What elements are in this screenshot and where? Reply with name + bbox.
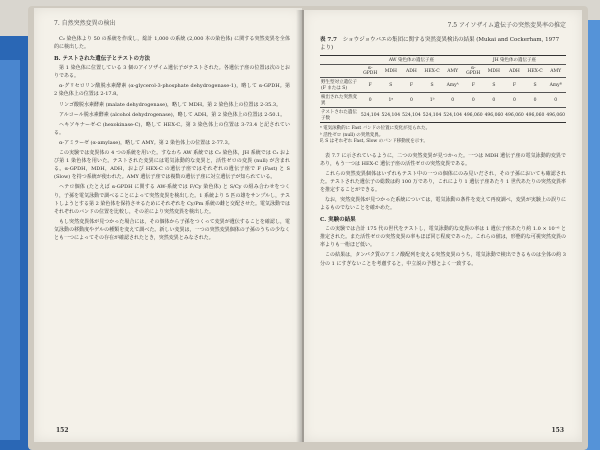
left-page-content xyxy=(54,18,290,428)
table-column-header: MDH xyxy=(381,65,402,78)
left-paragraph: ヘキソキナーゼ-C (hexokinase-C)，略して HEX-C。第 3 染色体上の位置は 3-73.4 と記されている。 xyxy=(54,121,290,136)
table-cell: 524,104 xyxy=(381,108,402,123)
table-note: ᵇ 活性ゼロ (null) の突然変異。 xyxy=(320,132,384,138)
left-page xyxy=(34,8,302,442)
table-column-header: AMY xyxy=(545,65,566,78)
table-column-header: ADH xyxy=(401,65,422,78)
left-paragraph: 第 1 染色体に位置している 3 個のアイソザイム遺伝子がテストされた。各遺伝子座の位置は次のとおりである。 xyxy=(54,65,290,80)
table-cell: S xyxy=(484,78,505,93)
table-column-header: AMY xyxy=(442,65,463,78)
table-group-header: JH 染色体の遺伝子座 xyxy=(463,56,566,65)
right-section-heading: C. 実験の結果 xyxy=(320,217,356,224)
table-cell: 524,104 xyxy=(401,108,422,123)
right-running-head: 7.5 アイソザイム遺伝子の突然変異率の推定 xyxy=(447,22,566,29)
right-page xyxy=(304,10,582,442)
table-title: ショウジョウバエの集団に関する突然変異検出の結果 (Mukai and Cockerham, 1977 より) xyxy=(320,37,560,51)
table-cell: 0 xyxy=(504,93,525,108)
table-cell: F xyxy=(463,78,484,93)
table-column-header: HEX-C xyxy=(525,65,546,78)
background-right-band xyxy=(586,20,600,450)
table-note: F, S はそれぞれ Fast, Slow のバンド移動度を示す。 xyxy=(320,139,428,144)
background-left-band xyxy=(0,60,20,440)
table-row xyxy=(320,93,566,108)
left-paragraph: アルコール脱水素酵素 (alcohol dehydrogenase)，略して ADH。第 2 染色体上の位置は 2-50.1。 xyxy=(59,111,286,118)
table-row-label: 検出された突然変異 xyxy=(320,93,360,108)
left-paragraph: この実験では変異体の 4 つの系統を用いた。すなわち AW 系統では C₂ 染色体，JH 系統では C₂ および第 1 染色体を用いた。テストされた変異には電気泳動的な変異と，活性ゼロの変異 (null) が含まれる。α-GPDH，MDH，ADH，および HEX-C の遺伝子座ではそれぞれの遺伝子座で F (Fast) と S (Slow) を持つ系統が使われた。AMY 遺伝子座では複数の遺伝子座に対立遺伝子が知られている。 xyxy=(54,150,290,181)
table-row xyxy=(320,78,566,93)
table-note: ᵃ 電気泳動的に Fast バンドの位置に変化が見られた。 xyxy=(320,126,431,131)
table-cell: S xyxy=(422,78,443,93)
table-row xyxy=(320,108,566,123)
table-cell: S xyxy=(525,78,546,93)
right-paragraph: なお，突然変異体が見つかった系統については，電気泳動の条件を変えて再度調べ，変異が実験上の誤りによるものでないことを確かめた。 xyxy=(320,196,566,212)
table-cell: F xyxy=(401,78,422,93)
table-cell: 0 xyxy=(545,93,566,108)
table-column-header: MDH xyxy=(484,65,505,78)
table-cell: 524,104 xyxy=(360,108,381,123)
table-cell: 524,104 xyxy=(422,108,443,123)
right-page-number: 153 xyxy=(551,427,564,434)
table-cell: 496,060 xyxy=(484,108,505,123)
table-cell: 1ᵇ xyxy=(422,93,443,108)
table-corner-cell xyxy=(320,65,360,78)
left-paragraph: C₂ 染色体より 50 の系統を作成し，総計 1,000 の系統 (2,000 本の染色体) に関する突然変異を全体的に検出した。 xyxy=(54,36,290,51)
right-paragraph: これらの突然変異個体はいずれもテスト中の一つの個体にのみ見いだされ，その子孫においても確認された。テストされた遺伝子の総数は約 100 万であり，これにより 1 遺伝子座あたり 1 世代あたりの突然変異率を推定することができる。 xyxy=(320,170,566,193)
table-cell: Amyᴬ xyxy=(442,78,463,93)
table-column-header: α-GPDH xyxy=(360,65,381,78)
table-caption xyxy=(320,37,566,52)
table-cell: 0 xyxy=(360,93,381,108)
table-cell: Amyᴮ xyxy=(545,78,566,93)
table-cell: 496,060 xyxy=(504,108,525,123)
table-corner-cell xyxy=(320,56,360,65)
table-cell: 1ᵃ xyxy=(381,93,402,108)
table-cell: 524,104 xyxy=(442,108,463,123)
table-cell: 0 xyxy=(525,93,546,108)
table-label: 表 7.7 xyxy=(320,37,337,43)
table-cell: 0 xyxy=(442,93,463,108)
left-running-head: 7. 自然突然変異の検出 xyxy=(54,20,116,27)
left-paragraph: ヘテロ個体 (たとえば α-GPDH に関する AW-系統では F/Cy 染色体) と S/Cy の組み合わせをつくり，子孫を電気泳動で調べることによって突然変異を検出した。1 系統より 5 匹の雄をサンプルし，テストしようとする第 2 染色体を保持させるためにそれぞれを Cy/Pm 系統の雌と交配させた。電気泳動ではそれぞれのバンドの位置を比較し，その差により突然変異を検出した。 xyxy=(54,184,290,215)
right-paragraph: この結果は，タンパク質のアミノ酸配列を変える突然変異のうち，電気泳動で検出できるものは全体の約 3 分の 1 にすぎないことを考慮すると，中立説の予想とよく一致する。 xyxy=(320,252,566,267)
table-cell: 0 xyxy=(484,93,505,108)
right-paragraph: 表 7.7 に示されているように，二つの突然変異が見つかった。一つは MDH 遺伝子座の電気泳動的変異であり，もう一つは HEX-C 遺伝子座の活性ゼロの突然変異である。 xyxy=(320,152,566,167)
right-paragraph: この実験では合計 175 代の世代をテストし，電気泳動的な変異の率は 1 遺伝子座あたり約 1.0 × 10⁻⁶ と推定された。また活性ゼロの突然変異の率もほぼ同じ程度であった。これらの値は，形態的な可視突然変異の率よりも一桁ほど低い。 xyxy=(320,226,566,249)
table-cell: 0 xyxy=(463,93,484,108)
table-cell: F xyxy=(360,78,381,93)
mutation-table xyxy=(320,55,566,123)
table-cell: 496,060 xyxy=(525,108,546,123)
left-paragraph: α-グリセロリン酸脱水素酵素 (α-glycerol-3-phosphate dehydrogenase-1)，略して α-GPDH。第 2 染色体上の位置は 2-17.8。 xyxy=(54,83,290,98)
table-column-header: HEX-C xyxy=(422,65,443,78)
table-group-header: AW 染色体の遺伝子座 xyxy=(360,56,463,65)
left-paragraph: α-アミラーゼ (α-amylase)，略して AMY。第 2 染色体上の位置は 2-77.3。 xyxy=(59,139,233,146)
table-cell: F xyxy=(504,78,525,93)
table-cell: S xyxy=(381,78,402,93)
table-row-label: テストされた遺伝子数 xyxy=(320,108,360,123)
table-cell: 496,060 xyxy=(545,108,566,123)
right-page-content xyxy=(320,20,566,428)
table-column-header: ADH xyxy=(504,65,525,78)
left-paragraph: リンゴ酸脱水素酵素 (malate dehydrogenase)，略して MDH。第 2 染色体上の位置は 2-35.3。 xyxy=(59,101,282,108)
table-column-header: α-GPDH xyxy=(463,65,484,78)
left-page-number: 152 xyxy=(56,427,69,434)
table-cell: 496,060 xyxy=(463,108,484,123)
table-row-label: 野生型対立遺伝子 (F または S) xyxy=(320,78,360,93)
table-cell: 0 xyxy=(401,93,422,108)
left-paragraph: もし突然変異体が見つかった場合には，その個体から子孫をつくって変異が遺伝することを確認し，電気泳動の移動度やゲルの種類を変えて調べた。新しい変異は，一つの突然変異個体の子孫のうちの少なくとも一つによってその存在が確認されたとき，突然変異とみなされた。 xyxy=(54,218,290,241)
left-section-heading: B. テストされた遺伝子とテストの方法 xyxy=(54,56,151,63)
table-notes xyxy=(320,126,566,146)
